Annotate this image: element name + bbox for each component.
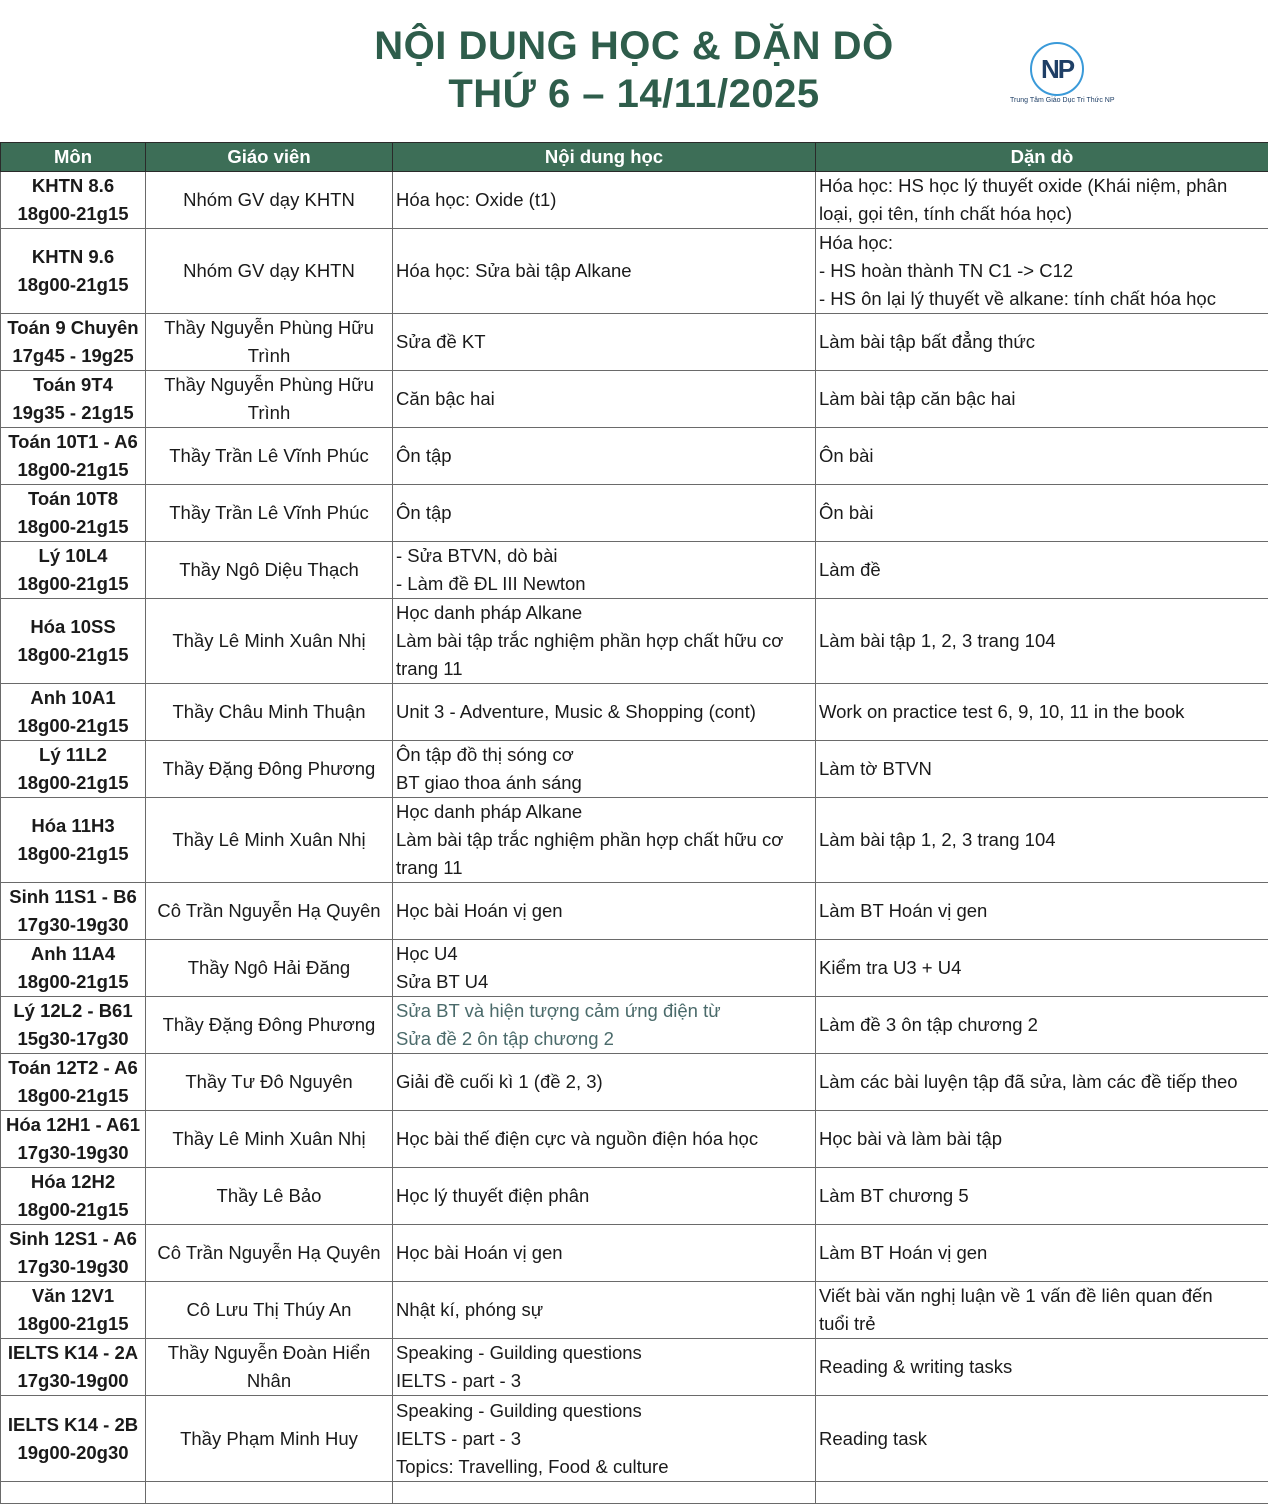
teacher-cell xyxy=(146,1111,393,1168)
teacher-cell xyxy=(146,883,393,940)
content-cell xyxy=(393,314,816,371)
homework-line: Làm bài tập căn bậc hai xyxy=(819,388,1016,409)
class-time: 17g30-19g30 xyxy=(17,1256,129,1277)
homework-cell xyxy=(816,1396,1268,1482)
homework-cell xyxy=(816,1054,1268,1111)
content-cell xyxy=(393,1168,816,1225)
teacher-line: Nhóm GV dạy KHTN xyxy=(183,260,355,281)
table-row xyxy=(1,172,1268,229)
homework-line: Làm đề 3 ôn tập chương 2 xyxy=(819,1014,1038,1035)
content-cell xyxy=(393,371,816,428)
class-time: 18g00-21g15 xyxy=(17,1313,129,1334)
content-line: Học bài Hoán vị gen xyxy=(396,1242,563,1263)
title-line-2: THỨ 6 – 14/11/2025 xyxy=(448,72,820,116)
teacher-cell xyxy=(146,1225,393,1282)
subject-cell xyxy=(1,1339,146,1396)
subject-name: Toán 12T2 - A6 xyxy=(8,1057,138,1078)
subject-cell xyxy=(1,428,146,485)
homework-line: Viết bài văn nghị luận về 1 vấn đề liên quan đến xyxy=(819,1285,1213,1306)
content-line: Hóa học: Sửa bài tập Alkane xyxy=(396,260,632,281)
subject-cell xyxy=(1,1111,146,1168)
table-row xyxy=(1,997,1268,1054)
content-line: Ôn tập đồ thị sóng cơ xyxy=(396,744,574,765)
content-line: trang 11 xyxy=(396,658,463,679)
teacher-line: Nhóm GV dạy KHTN xyxy=(183,189,355,210)
subject-name: Hóa 11H3 xyxy=(31,815,115,836)
table-row xyxy=(1,1111,1268,1168)
homework-cell xyxy=(816,1168,1268,1225)
content-cell xyxy=(393,172,816,229)
teacher-line: Cô Trần Nguyễn Hạ Quyên xyxy=(157,1242,381,1263)
subject-name: Toán 10T1 - A6 xyxy=(8,431,138,452)
homework-line: Làm BT Hoán vị gen xyxy=(819,900,988,921)
content-line: Học danh pháp Alkane xyxy=(396,801,583,822)
content-line: Làm bài tập trắc nghiệm phần hợp chất hữu cơ xyxy=(396,829,784,850)
content-cell xyxy=(393,428,816,485)
table-row xyxy=(1,883,1268,940)
content-line: Giải đề cuối kì 1 (đề 2, 3) xyxy=(396,1071,603,1092)
content-line: Nhật kí, phóng sự xyxy=(396,1299,544,1320)
class-time: 18g00-21g15 xyxy=(17,274,129,295)
teacher-cell xyxy=(146,940,393,997)
homework-line: Ôn bài xyxy=(819,502,874,523)
content-line: Topics: Travelling, Food & culture xyxy=(396,1455,669,1477)
subject-name: IELTS K14 - 2A xyxy=(7,1342,139,1363)
content-line: - Sửa BTVN, dò bài xyxy=(396,545,558,566)
teacher-line: Thầy Nguyễn Phùng Hữu xyxy=(164,317,374,338)
table-row xyxy=(1,485,1268,542)
content-line: Speaking - Guilding questions xyxy=(396,1342,642,1363)
teacher-line: Thầy Châu Minh Thuận xyxy=(172,701,366,722)
teacher-cell xyxy=(146,1396,393,1482)
content-line: Sửa đề KT xyxy=(396,331,486,352)
logo-tagline: Trung Tâm Giáo Dục Tri Thức NP xyxy=(1010,97,1115,104)
teacher-line: Thầy Nguyễn Đoàn Hiển xyxy=(167,1342,371,1363)
subject-cell xyxy=(1,997,146,1054)
teacher-cell xyxy=(146,428,393,485)
homework-cell xyxy=(816,542,1268,599)
subject-name: Hóa 12H2 xyxy=(30,1171,116,1192)
table-row xyxy=(1,542,1268,599)
subject-cell xyxy=(1,229,146,314)
table-row xyxy=(1,371,1268,428)
column-header-homework: Dặn dò xyxy=(816,143,1268,172)
homework-line: Work on practice test 6, 9, 10, 11 in the book xyxy=(819,701,1185,722)
homework-line: loại, gọi tên, tính chất hóa học) xyxy=(819,203,1073,224)
subject-cell xyxy=(1,1282,146,1339)
table-row xyxy=(1,1168,1268,1225)
content-line: Ôn tập xyxy=(396,445,452,466)
subject-cell xyxy=(1,1225,146,1282)
homework-line: - HS hoàn thành TN C1 -> C12 xyxy=(819,260,1074,281)
table-row xyxy=(1,1054,1268,1111)
teacher-cell xyxy=(146,1054,393,1111)
teacher-line: Thầy Đặng Đông Phương xyxy=(162,1014,376,1035)
empty-cell xyxy=(393,1482,816,1504)
content-line: BT giao thoa ánh sáng xyxy=(396,772,582,793)
content-cell xyxy=(393,485,816,542)
homework-line: Làm bài tập bất đẳng thức xyxy=(819,331,1036,352)
content-line: Ôn tập xyxy=(396,502,452,523)
np-logo xyxy=(1010,38,1115,108)
subject-cell xyxy=(1,371,146,428)
subject-name: Toán 10T8 xyxy=(27,488,119,509)
subject-cell xyxy=(1,684,146,741)
homework-cell xyxy=(816,1111,1268,1168)
homework-line: Làm BT chương 5 xyxy=(819,1185,969,1206)
class-time: 15g30-17g30 xyxy=(17,1028,129,1049)
class-time: 17g30-19g30 xyxy=(17,914,129,935)
teacher-cell xyxy=(146,997,393,1054)
subject-cell xyxy=(1,314,146,371)
teacher-line: Thầy Lê Bảo xyxy=(216,1185,322,1206)
homework-line: Hóa học: HS học lý thuyết oxide (Khái niệm, phân xyxy=(819,175,1228,196)
homework-line: Reading task xyxy=(819,1427,927,1449)
content-cell xyxy=(393,798,816,883)
homework-cell xyxy=(816,314,1268,371)
content-line: Căn bậc hai xyxy=(396,388,495,409)
homework-line: Làm bài tập 1, 2, 3 trang 104 xyxy=(819,630,1056,651)
content-cell xyxy=(393,599,816,684)
content-cell xyxy=(393,1282,816,1339)
subject-name: IELTS K14 - 2B xyxy=(7,1413,139,1435)
content-cell xyxy=(393,997,816,1054)
subject-name: Sinh 12S1 - A6 xyxy=(9,1228,137,1249)
table-row xyxy=(1,684,1268,741)
content-line: Làm bài tập trắc nghiệm phần hợp chất hữu cơ xyxy=(396,630,784,651)
teacher-line: Thầy Trần Lê Vĩnh Phúc xyxy=(169,502,369,523)
class-time: 18g00-21g15 xyxy=(17,516,129,537)
homework-cell xyxy=(816,172,1268,229)
teacher-cell xyxy=(146,741,393,798)
table-row xyxy=(1,798,1268,883)
teacher-line: Thầy Lê Minh Xuân Nhị xyxy=(172,1128,366,1149)
class-time: 18g00-21g15 xyxy=(17,573,129,594)
class-time: 17g30-19g00 xyxy=(17,1370,129,1391)
teacher-line: Thầy Ngô Hải Đăng xyxy=(187,957,351,978)
column-header-content: Nội dung học xyxy=(393,143,816,172)
subject-name: Lý 12L2 - B61 xyxy=(13,1000,133,1021)
teacher-line: Thầy Nguyễn Phùng Hữu xyxy=(164,374,374,395)
subject-name: Hóa 12H1 - A61 xyxy=(5,1114,140,1135)
class-time: 18g00-21g15 xyxy=(17,843,129,864)
class-time: 18g00-21g15 xyxy=(17,715,129,736)
teacher-cell xyxy=(146,1168,393,1225)
subject-cell xyxy=(1,1054,146,1111)
table-row xyxy=(1,1225,1268,1282)
subject-name: Lý 11L2 xyxy=(39,744,107,765)
homework-cell xyxy=(816,1339,1268,1396)
content-cell xyxy=(393,229,816,314)
homework-line: Làm các bài luyện tập đã sửa, làm các đề tiếp theo xyxy=(819,1071,1238,1092)
homework-line: Kiểm tra U3 + U4 xyxy=(819,957,962,978)
homework-cell xyxy=(816,741,1268,798)
table-row xyxy=(1,940,1268,997)
teacher-cell xyxy=(146,485,393,542)
subject-cell xyxy=(1,798,146,883)
homework-line: Làm tờ BTVN xyxy=(819,758,932,779)
class-time: 17g30-19g30 xyxy=(17,1142,129,1163)
schedule-table xyxy=(0,142,1268,1504)
homework-cell xyxy=(816,428,1268,485)
subject-cell xyxy=(1,599,146,684)
table-row xyxy=(1,314,1268,371)
content-cell xyxy=(393,1054,816,1111)
teacher-line: Thầy Đặng Đông Phương xyxy=(162,758,376,779)
logo-mark: NP xyxy=(1030,42,1084,96)
content-line: IELTS - part - 3 xyxy=(396,1370,522,1391)
content-line: Sửa đề 2 ôn tập chương 2 xyxy=(396,1028,614,1049)
homework-line: Reading & writing tasks xyxy=(819,1356,1013,1377)
subject-cell xyxy=(1,172,146,229)
subject-cell xyxy=(1,1168,146,1225)
content-cell xyxy=(393,940,816,997)
teacher-cell xyxy=(146,229,393,314)
page-header xyxy=(0,0,1268,142)
class-time: 18g00-21g15 xyxy=(17,203,129,224)
empty-cell xyxy=(146,1482,393,1504)
table-row xyxy=(1,428,1268,485)
teacher-cell xyxy=(146,371,393,428)
content-cell xyxy=(393,542,816,599)
subject-name: Văn 12V1 xyxy=(31,1285,115,1306)
class-time: 17g45 - 19g25 xyxy=(12,345,134,366)
table-row xyxy=(1,1339,1268,1396)
table-bottom-spacer xyxy=(1,1482,1268,1504)
content-cell xyxy=(393,1225,816,1282)
subject-cell xyxy=(1,940,146,997)
content-line: Học bài thế điện cực và nguồn điện hóa học xyxy=(396,1128,759,1149)
homework-line: Làm bài tập 1, 2, 3 trang 104 xyxy=(819,829,1056,850)
table-header-row xyxy=(1,143,1268,172)
column-header-teacher: Giáo viên xyxy=(146,143,393,172)
table-row xyxy=(1,599,1268,684)
content-line: Sửa BT và hiện tượng cảm ứng điện từ xyxy=(396,1000,721,1021)
subject-cell xyxy=(1,1396,146,1482)
content-line: Học bài Hoán vị gen xyxy=(396,900,563,921)
teacher-line: Nhân xyxy=(246,1370,292,1391)
subject-cell xyxy=(1,485,146,542)
class-time: 19g35 - 21g15 xyxy=(12,402,134,423)
subject-name: Sinh 11S1 - B6 xyxy=(9,886,137,907)
subject-name: Lý 10L4 xyxy=(38,545,108,566)
table-body xyxy=(1,172,1268,1504)
content-cell xyxy=(393,1339,816,1396)
content-cell xyxy=(393,883,816,940)
table-row xyxy=(1,229,1268,314)
content-cell xyxy=(393,684,816,741)
teacher-cell xyxy=(146,314,393,371)
subject-name: Hóa 10SS xyxy=(30,616,116,637)
class-time: 19g00-20g30 xyxy=(17,1441,129,1463)
table-row xyxy=(1,741,1268,798)
subject-name: KHTN 8.6 xyxy=(31,175,115,196)
teacher-cell xyxy=(146,684,393,741)
empty-cell xyxy=(816,1482,1268,1504)
content-line: Sửa BT U4 xyxy=(396,971,489,992)
teacher-line: Trình xyxy=(247,402,291,423)
content-cell xyxy=(393,1111,816,1168)
subject-name: Anh 11A4 xyxy=(30,943,116,964)
content-line: Unit 3 - Adventure, Music & Shopping (cont) xyxy=(396,701,756,722)
content-line: IELTS - part - 3 xyxy=(396,1427,522,1449)
teacher-cell xyxy=(146,1282,393,1339)
homework-line: Ôn bài xyxy=(819,445,874,466)
subject-cell xyxy=(1,741,146,798)
title-line-1: NỘI DUNG HỌC & DẶN DÒ xyxy=(374,24,894,68)
subject-name: Toán 9 Chuyên xyxy=(7,317,139,338)
teacher-line: Thầy Ngô Diệu Thạch xyxy=(179,559,359,580)
homework-line: Hóa học: xyxy=(819,232,894,253)
homework-cell xyxy=(816,229,1268,314)
content-line: Học U4 xyxy=(396,943,458,964)
teacher-line: Thầy Lê Minh Xuân Nhị xyxy=(172,630,366,651)
homework-line: Học bài và làm bài tập xyxy=(819,1128,1003,1149)
column-header-subject: Môn xyxy=(1,143,146,172)
subject-name: Anh 10A1 xyxy=(30,687,116,708)
homework-cell xyxy=(816,371,1268,428)
homework-cell xyxy=(816,599,1268,684)
teacher-cell xyxy=(146,542,393,599)
table-row xyxy=(1,1282,1268,1339)
homework-line: tuổi trẻ xyxy=(819,1313,876,1334)
content-line: Học lý thuyết điện phân xyxy=(396,1185,590,1206)
content-line: - Làm đề ĐL III Newton xyxy=(396,573,586,594)
content-line: trang 11 xyxy=(396,857,463,878)
teacher-line: Trình xyxy=(247,345,291,366)
content-line: Speaking - Guilding questions xyxy=(396,1399,642,1421)
class-time: 18g00-21g15 xyxy=(17,971,129,992)
subject-name: KHTN 9.6 xyxy=(31,246,115,267)
homework-cell xyxy=(816,1225,1268,1282)
subject-name: Toán 9T4 xyxy=(33,374,113,395)
content-cell xyxy=(393,1396,816,1482)
homework-cell xyxy=(816,798,1268,883)
homework-cell xyxy=(816,485,1268,542)
content-line: Học danh pháp Alkane xyxy=(396,602,583,623)
class-time: 18g00-21g15 xyxy=(17,772,129,793)
content-line: Hóa học: Oxide (t1) xyxy=(396,189,557,210)
teacher-line: Thầy Tư Đô Nguyên xyxy=(185,1071,353,1092)
content-cell xyxy=(393,741,816,798)
homework-cell xyxy=(816,1282,1268,1339)
homework-cell xyxy=(816,940,1268,997)
homework-line: - HS ôn lại lý thuyết về alkane: tính chất hóa học xyxy=(819,288,1216,309)
teacher-line: Thầy Trần Lê Vĩnh Phúc xyxy=(169,445,369,466)
teacher-line: Cô Lưu Thị Thúy An xyxy=(186,1299,352,1320)
teacher-line: Cô Trần Nguyễn Hạ Quyên xyxy=(157,900,381,921)
subject-cell xyxy=(1,542,146,599)
teacher-cell xyxy=(146,599,393,684)
homework-cell xyxy=(816,684,1268,741)
class-time: 18g00-21g15 xyxy=(17,459,129,480)
homework-line: Làm đề xyxy=(819,559,881,580)
teacher-cell xyxy=(146,798,393,883)
teacher-line: Thầy Lê Minh Xuân Nhị xyxy=(172,829,366,850)
teacher-cell xyxy=(146,172,393,229)
class-time: 18g00-21g15 xyxy=(17,644,129,665)
homework-line: Làm BT Hoán vị gen xyxy=(819,1242,988,1263)
homework-cell xyxy=(816,997,1268,1054)
empty-cell xyxy=(1,1482,146,1504)
teacher-cell xyxy=(146,1339,393,1396)
class-time: 18g00-21g15 xyxy=(17,1085,129,1106)
table-row xyxy=(1,1396,1268,1482)
teacher-line: Thầy Phạm Minh Huy xyxy=(180,1427,358,1449)
homework-cell xyxy=(816,883,1268,940)
subject-cell xyxy=(1,883,146,940)
class-time: 18g00-21g15 xyxy=(17,1199,129,1220)
